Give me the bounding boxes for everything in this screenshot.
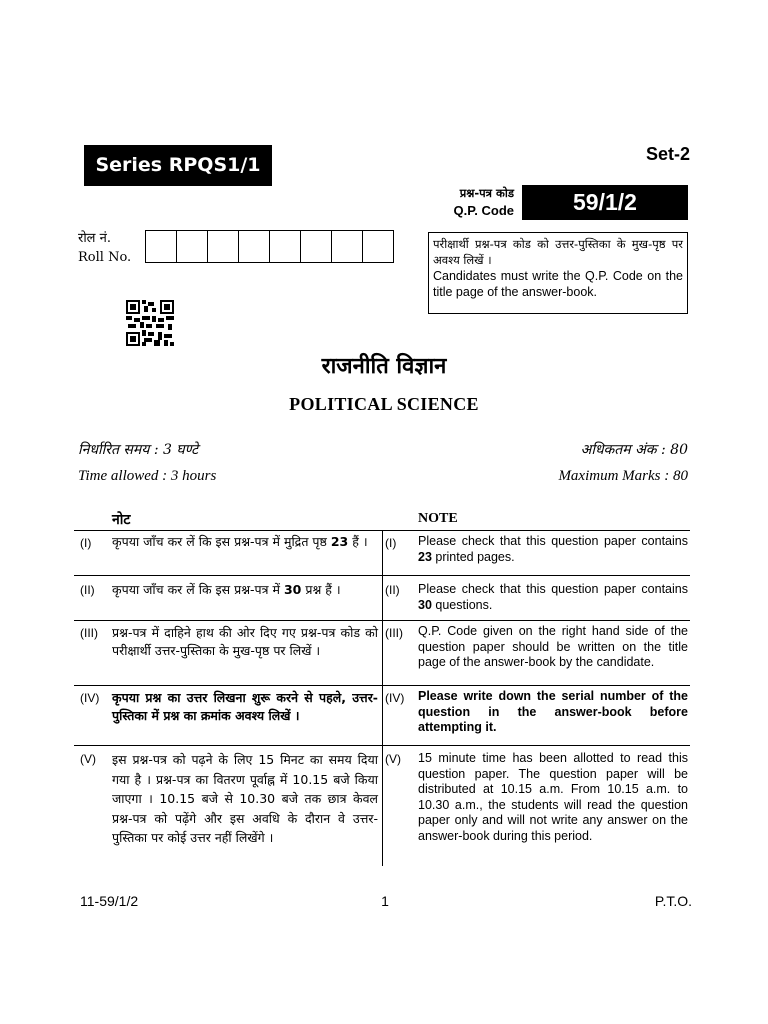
note-text-en: Q.P. Code given on the right hand side of the question paper should be written on the title page of the answer-book by the candidate. bbox=[418, 624, 688, 669]
roll-number-label bbox=[78, 229, 131, 267]
qp-code-notice bbox=[428, 232, 688, 314]
note-text-hi: कृपया जाँच कर लें कि इस प्रश्न-पत्र में मुद्रित पृष्ठ 23 हैं । bbox=[112, 534, 368, 549]
note-number: (II) bbox=[385, 583, 400, 597]
subject-title-en: POLITICAL SCIENCE bbox=[289, 394, 479, 414]
note-number: (III) bbox=[80, 626, 98, 640]
note-number: (I) bbox=[385, 536, 397, 550]
roll-label-hi: रोल नं. bbox=[78, 231, 111, 246]
page-number: 1 bbox=[381, 893, 389, 909]
note-text-en: Please write down the serial number of the question in the answer-book before attempting it. bbox=[418, 689, 688, 734]
time-allowed-hi: निर्धारित समय : 3 घण्टे bbox=[78, 442, 199, 458]
roll-box[interactable] bbox=[270, 230, 301, 263]
time-allowed-en: Time allowed : 3 hours bbox=[78, 468, 217, 484]
roll-number-boxes[interactable] bbox=[145, 230, 394, 263]
table-divider bbox=[382, 530, 383, 866]
note-text-en: 15 minute time has been allotted to read this question paper. The question paper will be distributed at 10.15 a.m. From 10.15 a.m. to 10.30 a.m., the students will read the question paper only and will not write any answer on the answer-book during this period. bbox=[418, 751, 688, 843]
qr-code-icon bbox=[126, 300, 174, 346]
roll-box[interactable] bbox=[332, 230, 363, 263]
qp-code-box: 59/1/2 bbox=[522, 185, 688, 220]
notice-hi: परीक्षार्थी प्रश्न-पत्र कोड को उत्तर-पुस्तिका के मुख-पृष्ठ पर अवश्य लिखें । bbox=[433, 237, 683, 267]
qp-code-label-hi: प्रश्न-पत्र कोड bbox=[459, 186, 514, 200]
note-number: (I) bbox=[80, 536, 92, 550]
note-text-hi: कृपया जाँच कर लें कि इस प्रश्न-पत्र में 30 प्रश्न हैं । bbox=[112, 582, 341, 597]
note-number: (III) bbox=[385, 626, 403, 640]
max-marks-hi: अधिकतम अंक : 80 bbox=[580, 442, 688, 458]
series-badge: Series RPQS1/1 bbox=[84, 145, 272, 186]
note-text-en: Please check that this question paper contains 30 questions. bbox=[418, 582, 688, 612]
set-label: Set-2 bbox=[645, 144, 690, 164]
note-header-hi: नोट bbox=[112, 512, 131, 528]
roll-box[interactable] bbox=[301, 230, 332, 263]
footer-code: 11-59/1/2 bbox=[80, 893, 139, 909]
note-number: (IV) bbox=[80, 691, 100, 705]
roll-box[interactable] bbox=[177, 230, 208, 263]
note-number: (II) bbox=[80, 583, 95, 597]
roll-box[interactable] bbox=[208, 230, 239, 263]
pto-label: P.T.O. bbox=[654, 893, 692, 909]
max-marks-en: Maximum Marks : 80 bbox=[558, 468, 688, 484]
note-text-en: Please check that this question paper contains 23 printed pages. bbox=[418, 534, 688, 564]
notice-en: Candidates must write the Q.P. Code on the title page of the answer-book. bbox=[433, 269, 683, 299]
note-text-hi: प्रश्न-पत्र में दाहिने हाथ की ओर दिए गए प्रश्न-पत्र कोड को परीक्षार्थी उत्तर-पुस्तिका के मुख-पृष्ठ पर लिखें । bbox=[112, 625, 378, 658]
note-header-en: NOTE bbox=[418, 511, 458, 526]
qp-code-label bbox=[400, 184, 514, 220]
note-number: (V) bbox=[80, 752, 96, 766]
roll-box[interactable] bbox=[146, 230, 177, 263]
roll-box[interactable] bbox=[239, 230, 270, 263]
subject-title-hi: राजनीति विज्ञान bbox=[321, 354, 447, 379]
roll-label-en: Roll No. bbox=[78, 250, 132, 265]
note-text-hi: इस प्रश्न-पत्र को पढ़ने के लिए 15 मिनट का समय दिया गया है । प्रश्न-पत्र का वितरण पूर्वाह्न में 10.15 बजे किया जाएगा । 10.15 बजे से 10.30 बजे तक छात्र केवल प्रश्न-पत्र को पढ़ेंगे और इस अवधि के दौरान वे उत्तर-पुस्तिका पर कोई उत्तर नहीं लिखेंगे । bbox=[112, 752, 378, 845]
roll-box[interactable] bbox=[363, 230, 394, 263]
note-text-hi: कृपया प्रश्न का उत्तर लिखना शुरू करने से पहले, उत्तर-पुस्तिका में प्रश्न का क्रमांक अवश्य लिखें । bbox=[112, 690, 378, 723]
note-number: (V) bbox=[385, 752, 401, 766]
qp-code-label-en: Q.P. Code bbox=[453, 203, 514, 218]
note-number: (IV) bbox=[385, 691, 405, 705]
